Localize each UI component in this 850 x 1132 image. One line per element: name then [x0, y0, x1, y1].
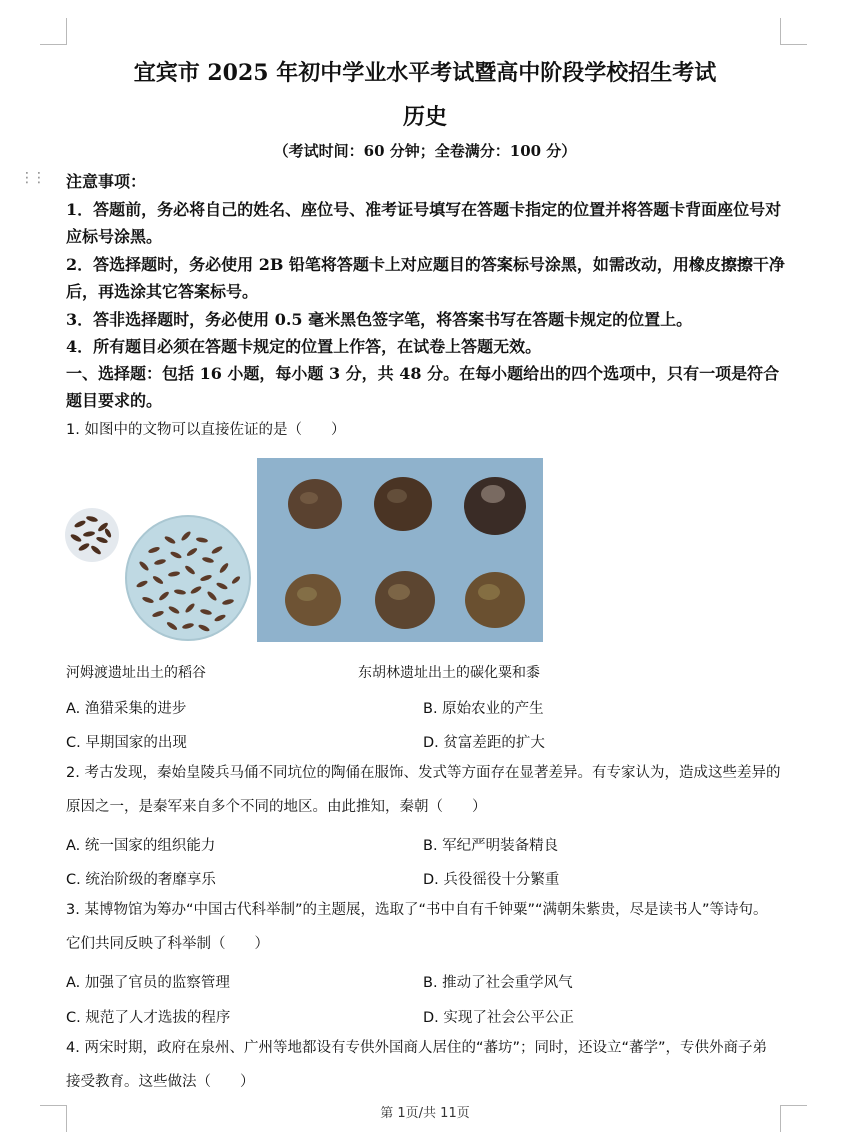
q3-option-d[interactable]: D. 实现了社会公平公正: [423, 1010, 574, 1026]
q2-option-a[interactable]: A. 统一国家的组织能力: [66, 838, 216, 854]
q1-option-c[interactable]: C. 早期国家的出现: [66, 735, 187, 751]
crop-mark-top-right: [780, 18, 807, 45]
exam-info: （考试时间：60 分钟；全卷满分：100 分）: [273, 142, 577, 160]
notice-item-1: 1．答题前，务必将自己的姓名、座位号、准考证号填写在答题卡指定的位置并将答题卡背面座位号对应标号涂黑。: [66, 200, 782, 246]
notice-item-3: 3．答非选择题时，务必使用 0.5 毫米黑色签字笔，将答案书写在答题卡规定的位置上。: [66, 310, 693, 329]
crop-mark-top-left: [40, 18, 67, 45]
q2-option-d[interactable]: D. 兵役徭役十分繁重: [423, 872, 560, 888]
caption-rice: 河姆渡遗址出土的稻谷: [66, 665, 206, 681]
notice-title: 注意事项：: [66, 172, 147, 191]
q2-option-b[interactable]: B. 军纪严明装备精良: [423, 838, 559, 854]
section-1-heading: 一、选择题：包括 16 小题，每小题 3 分，共 48 分。在每小题给出的四个选项中，只有一项是符合题目要求的。: [66, 364, 780, 410]
q1-option-a[interactable]: A. 渔猎采集的进步: [66, 701, 187, 717]
q2-option-c[interactable]: C. 统治阶级的奢靡享乐: [66, 872, 216, 888]
notice-item-4: 4．所有题目必须在答题卡规定的位置上作答，在试卷上答题无效。: [66, 337, 542, 356]
q3-option-b[interactable]: B. 推动了社会重学风气: [423, 975, 573, 991]
page-number: 第 1页/共 11页: [380, 1106, 470, 1121]
question-3-stem: 3. 某博物馆为筹办“中国古代科举制”的主题展，选取了“书中自有千钟粟”“满朝朱紫贵，尽是读书人”等诗句。它们共同反映了科举制（ ）: [66, 902, 768, 952]
notice-item-2: 2．答选择题时，务必使用 2B 铅笔将答题卡上对应题目的答案标号涂黑，如需改动，用橡皮擦擦干净后，再选涂其它答案标号。: [66, 255, 785, 301]
caption-millet: 东胡林遗址出土的碳化粟和黍: [358, 665, 540, 681]
carbonized-millet-photo: [257, 458, 543, 642]
q1-option-b[interactable]: B. 原始农业的产生: [423, 701, 544, 717]
exam-title: 宜宾市 2025 年初中学业水平考试暨高中阶段学校招生考试: [133, 60, 717, 86]
question-4-stem: 4. 两宋时期，政府在泉州、广州等地都设有专供外国商人居住的“蕃坊”；同时，还设立“蕃学”，专供外商子弟接受教育。这些做法（ ）: [66, 1040, 767, 1090]
question-2-stem: 2. 考古发现，秦始皇陵兵马俑不同坑位的陶俑在服饰、发式等方面存在显著差异。有专家认为，造成这些差异的原因之一，是秦军来自多个不同的地区。由此推知，秦朝（ ）: [66, 765, 781, 815]
q3-option-c[interactable]: C. 规范了人才选拔的程序: [66, 1010, 231, 1026]
q3-option-a[interactable]: A. 加强了官员的监察管理: [66, 975, 230, 991]
rice-grains-photo: [62, 500, 258, 645]
drag-handle-icon[interactable]: ⋮⋮: [20, 170, 44, 186]
q1-option-d[interactable]: D. 贫富差距的扩大: [423, 735, 545, 751]
question-1-stem: 1. 如图中的文物可以直接佐证的是（ ）: [66, 422, 346, 438]
exam-subject: 历史: [402, 104, 447, 130]
